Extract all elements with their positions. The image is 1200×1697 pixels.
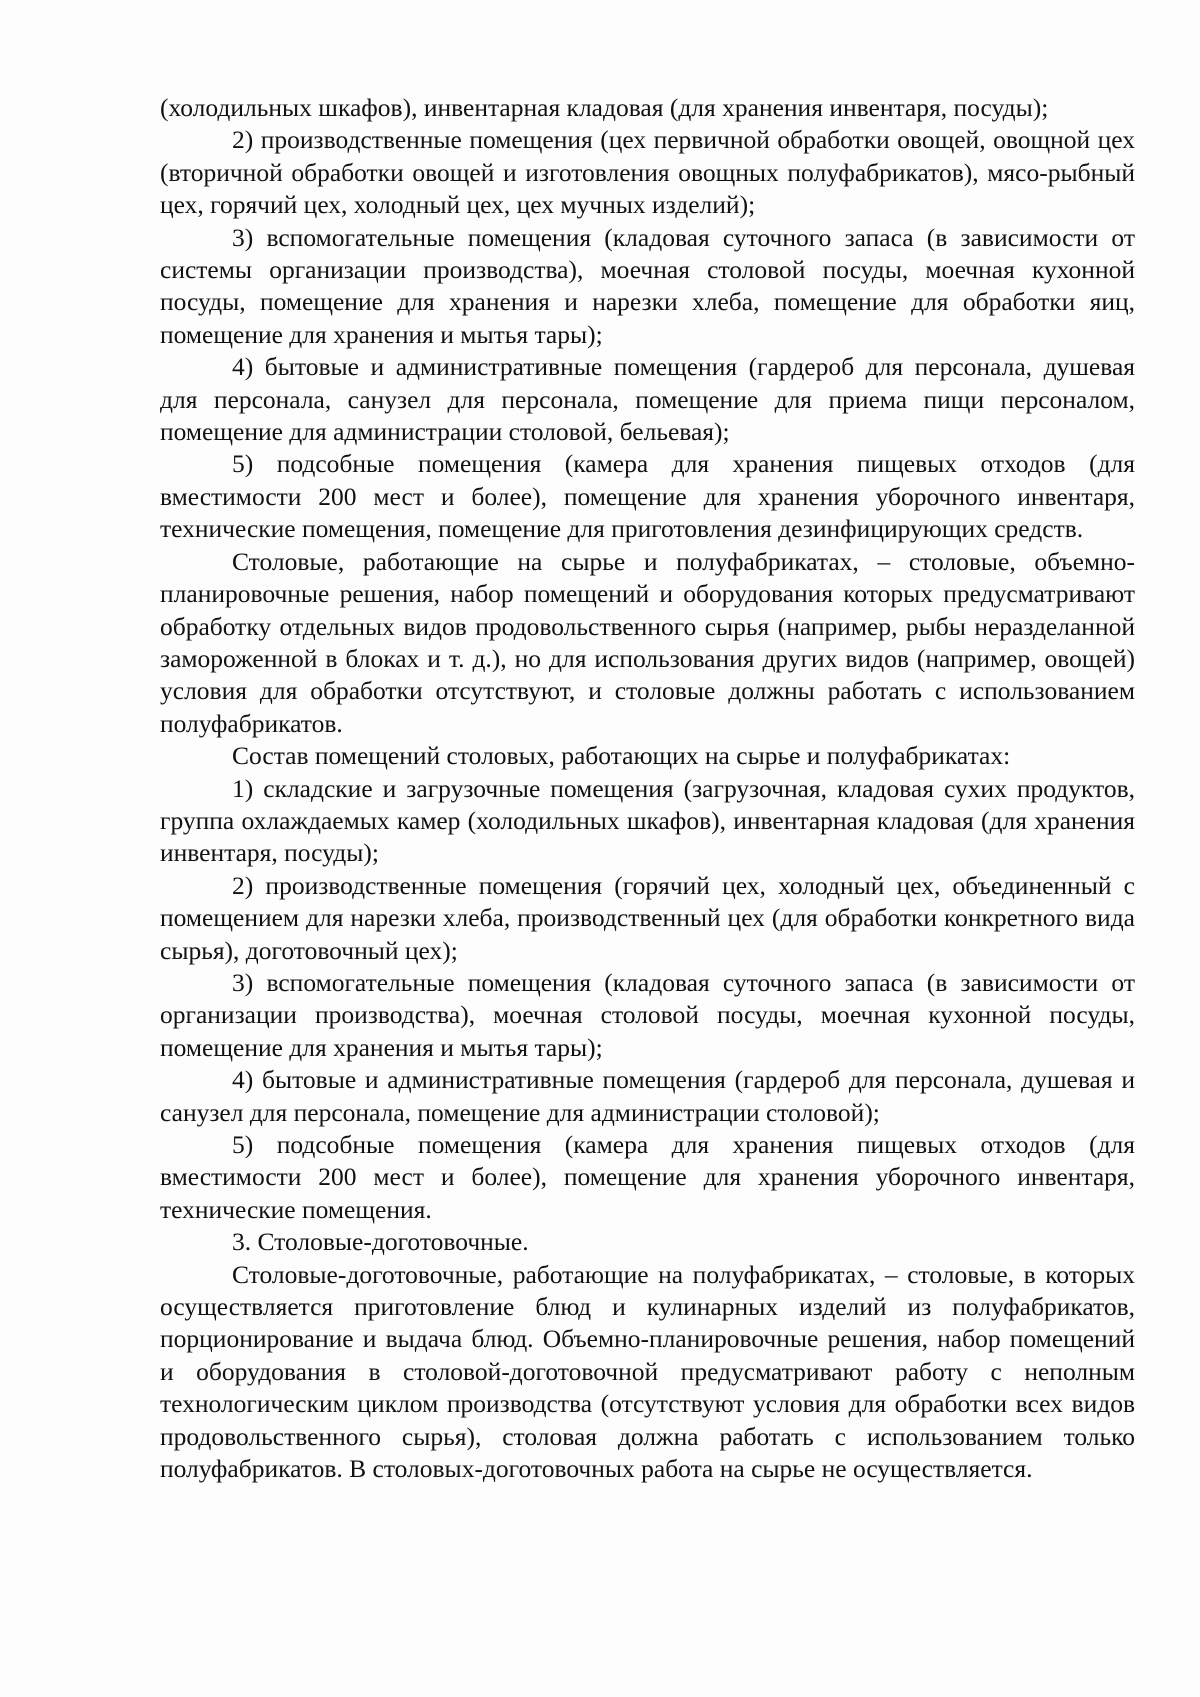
- paragraph-domestic-admin-rooms-2: 4) бытовые и административные помещения (гардероб для персонала, душевая и санузел для персонала, помещение для администрации столовой);: [160, 1065, 1135, 1127]
- paragraph-utility-rooms-2: 5) подсобные помещения (камера для хранения пищевых отходов (для вместимости 200 мест и более), помещение для хранения уборочного инвентаря, технические помещения.: [160, 1130, 1135, 1224]
- paragraph-rooms-composition-heading: Состав помещений столовых, работающих на сырье и полуфабрикатах:: [232, 741, 1011, 771]
- paragraph-production-rooms-2: 2) производственные помещения (горячий цех, холодный цех, объединенный с помещением для нарезки хлеба, производственный цех (для обработки конкретного вида сырья), доготовочный цех);: [160, 870, 1135, 965]
- paragraph-finishing-canteens-definition: Столовые-доготовочные, работающие на полуфабрикатах, – столовые, в которых осуществляется приготовление блюд и кулинарных изделий из полуфабрикатов, порционирование и выдача блюд. Объемно-планировочные решения, набор помещений и оборудования в столовой-доготовочной предусматривают работу с неполным технологическим циклом производства (отсутствуют условия для обработки всех видов продовольственного сырья), столовая должна работать с использованием только полуфабрикатов. В столовых-доготовочных работа на сырье не осуществляется.: [160, 1259, 1135, 1484]
- document-body: [160, 92, 1135, 1485]
- paragraph-production-rooms: 2) производственные помещения (цех первичной обработки овощей, овощной цех (вторичной обработки овощей и изготовления овощных полуфабрикатов), мясо-рыбный цех, горячий цех, холодный цех, цех мучных изделий);: [160, 125, 1135, 220]
- paragraph-utility-rooms: 5) подсобные помещения (камера для хранения пищевых отходов (для вместимости 200 мест и более), помещение для хранения уборочного инвентаря, технические помещения, помещение для приготовления дезинфицирующих средств.: [160, 449, 1135, 544]
- paragraph-raw-semifinished-definition: Столовые, работающие на сырье и полуфабрикатах, – столовые, объемно-планировочные решения, набор помещений и оборудования которых предусматривают обработку отдельных видов продовольственного сырья (например, рыбы неразделанной замороженной в блоках и т. д.), но для использования других видов (например, овощей) условия для обработки отсутствуют, и столовые должны работать с использованием полуфабрикатов.: [160, 546, 1135, 738]
- paragraph-auxiliary-rooms-2: 3) вспомогательные помещения (кладовая суточного запаса (в зависимости от организации производства), моечная столовой посуды, моечная кухонной посуды, помещение для хранения и мытья тары);: [160, 967, 1135, 1062]
- paragraph-domestic-admin-rooms: 4) бытовые и административные помещения (гардероб для персонала, душевая для персонала, санузел для персонала, помещение для приема пищи персоналом, помещение для администрации столовой, бельевая);: [160, 352, 1135, 447]
- paragraph-auxiliary-rooms: 3) вспомогательные помещения (кладовая суточного запаса (в зависимости от системы организации производства), моечная столовой посуды, моечная кухонной посуды, помещение для хранения и нарезки хлеба, помещение для обработки яиц, помещение для хранения и мытья тары);: [160, 222, 1135, 349]
- paragraph-continuation: (холодильных шкафов), инвентарная кладовая (для хранения инвентаря, посуды);: [160, 93, 1049, 122]
- section-heading-finishing-canteens: 3. Столовые-доготовочные.: [232, 1227, 529, 1257]
- paragraph-storage-loading-rooms: 1) складские и загрузочные помещения (загрузочная, кладовая сухих продуктов, группа охлаждаемых камер (холодильных шкафов), инвентарная кладовая (для хранения инвентаря, посуды);: [160, 773, 1135, 868]
